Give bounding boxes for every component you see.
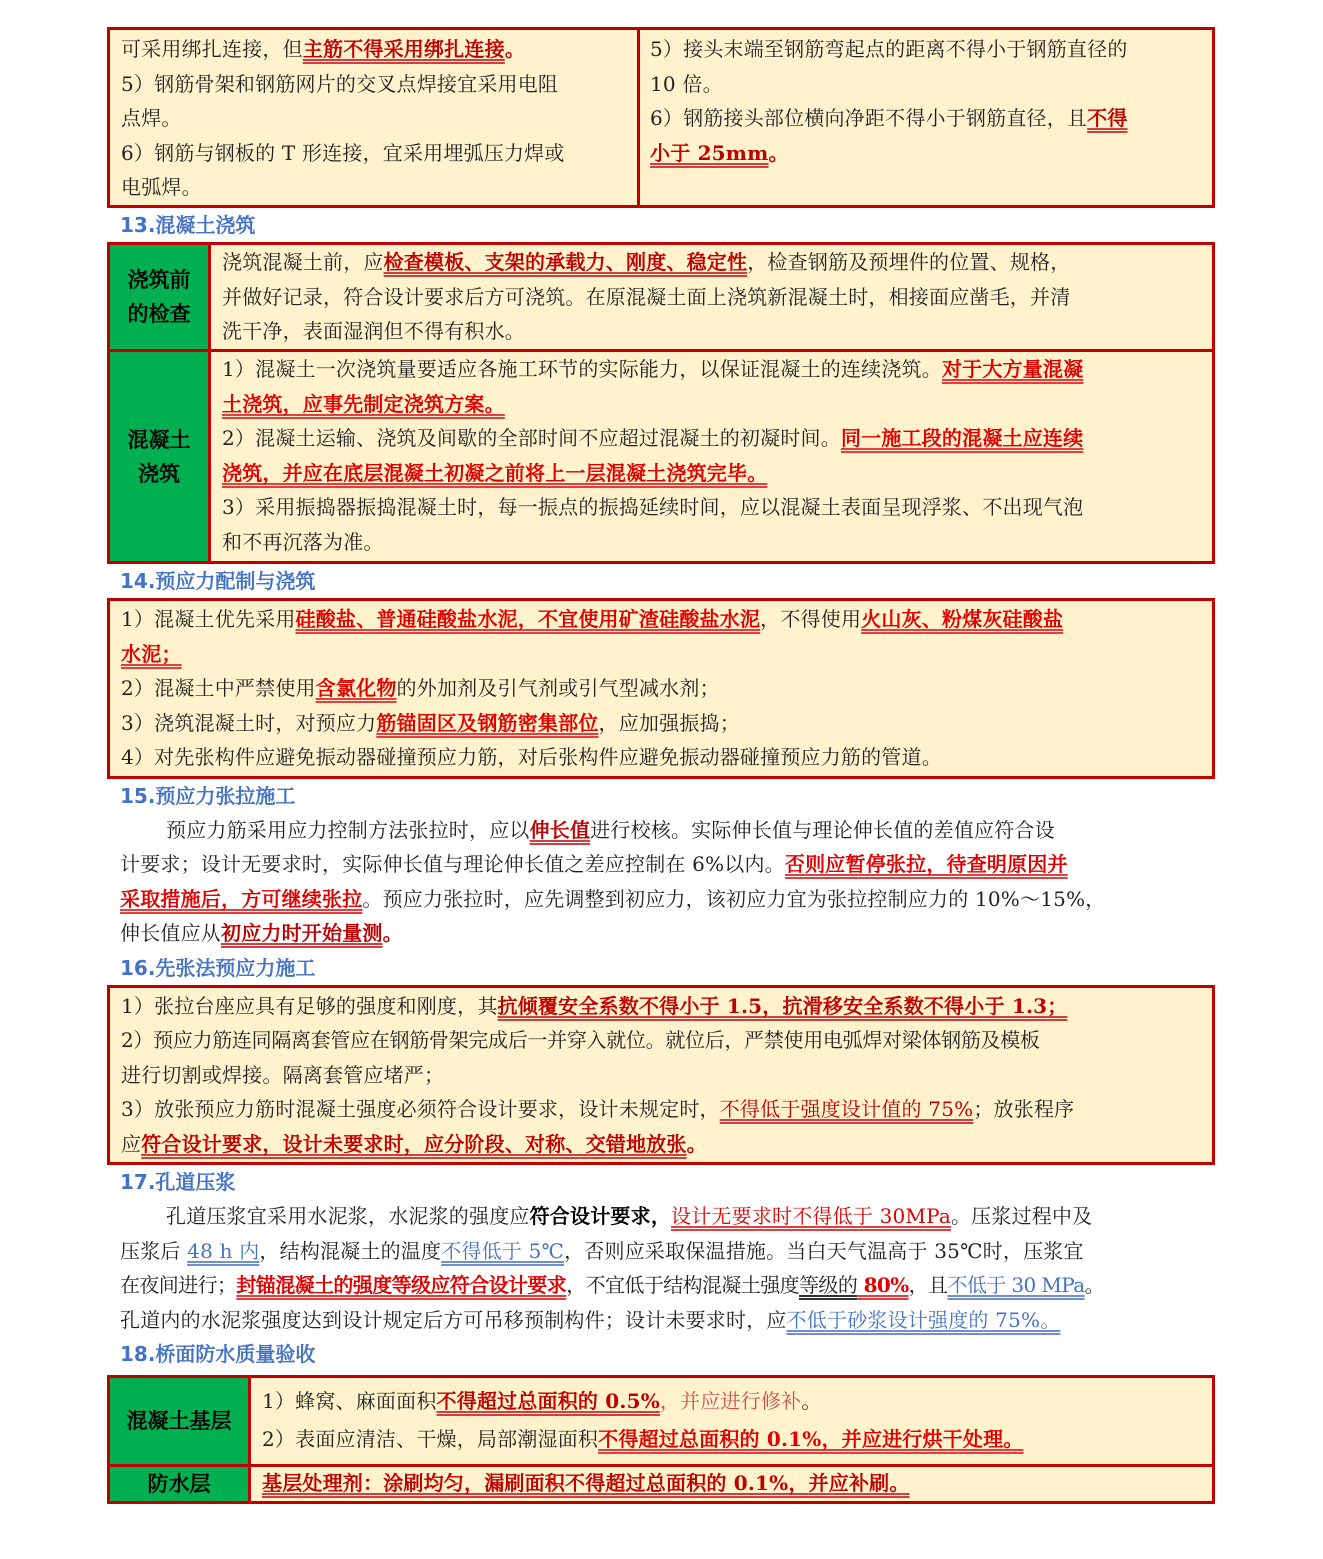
text: ，结构混凝土的温度 <box>259 1238 442 1263</box>
text-line <box>650 136 1212 171</box>
highlight-text: 不得超过总面积的 0.5% <box>436 1389 660 1413</box>
text-line: 2）预应力筋连同隔离套管应在钢筋骨架完成后一并穿入就位。就位后，严禁使用电弧焊对梁体钢筋及模板 <box>121 1028 1040 1052</box>
text-line <box>120 1199 1215 1234</box>
row-content <box>211 245 1212 349</box>
table-row <box>110 1467 1212 1501</box>
highlight-text: 否则应暂停张拉，待查明原因并 <box>784 852 1068 876</box>
text: 。 <box>504 37 526 61</box>
row-content <box>251 1467 1212 1501</box>
section-16-box <box>107 985 1215 1166</box>
text-line: 和不再沉落为准。 <box>222 529 384 554</box>
section-14-box <box>107 598 1215 779</box>
text: 。 <box>768 140 789 165</box>
text-line: 4）对先张构件应避免振动器碰撞预应力筋，对后张构件应避免振动器碰撞预应力筋的管道。 <box>121 745 942 769</box>
row-label <box>110 245 211 349</box>
highlight-text: 80% <box>857 1273 909 1297</box>
welding-left-cell <box>110 30 640 205</box>
highlight-text: 符合设计要求，设计未要求时，应分阶段、对称、交错地放张 <box>141 1131 687 1156</box>
text: ； <box>1047 993 1068 1018</box>
highlight-text: 不低于 30 MPa <box>947 1273 1085 1297</box>
text-line: 点焊。 <box>121 106 182 130</box>
row-label-text: 混凝土 <box>127 427 191 452</box>
text: 压浆后 <box>120 1238 188 1263</box>
text-line: 进行切割或焊接。隔离套管应堵严； <box>121 1062 445 1087</box>
section-15-paragraph <box>107 813 1215 951</box>
row-content <box>211 352 1212 561</box>
text-line <box>121 706 1202 741</box>
text-line: 5）钢筋骨架和钢筋网片的交叉点焊接宜采用电阻 <box>121 71 559 96</box>
text-line <box>262 1382 1202 1420</box>
text: 孔道压浆宜采用水泥浆，水泥浆的强度应 <box>166 1204 530 1228</box>
highlight-text: 水泥； <box>121 641 182 666</box>
section-14-heading: 14.预应力配制与浇筑 <box>120 569 316 593</box>
text: ；放张程序 <box>973 1097 1075 1121</box>
highlight-text: 采取措施后，方可继续张拉 <box>120 886 363 911</box>
bold-text: 符合设计要求 <box>529 1204 651 1228</box>
highlight-text: 主筋不得采用绑扎连接 <box>302 37 505 61</box>
row-label <box>110 1378 251 1464</box>
section-17-heading: 17.孔道压浆 <box>120 1170 236 1194</box>
text: 1）蜂窝、麻面面积 <box>262 1389 437 1413</box>
text: 孔道内的水泥浆强度达到设计规定后方可吊移预制构件；设计未要求时，应 <box>120 1307 787 1332</box>
text: 进行校核。实际伸长值与理论伸长值的差值应符合设 <box>590 817 1055 842</box>
text-line <box>121 989 1202 1024</box>
highlight-text: 对于大方量混凝 <box>941 357 1084 381</box>
text-line <box>222 245 1202 280</box>
welding-table <box>107 27 1215 208</box>
row-label-text: 防水层 <box>147 1472 211 1496</box>
row-label <box>110 1467 251 1501</box>
highlight-text: 检查模板、支架的承载力、刚度、稳定性 <box>383 250 748 274</box>
text-line <box>222 352 1202 387</box>
text: 的外加剂及引气剂或引气型减水剂； <box>396 676 720 700</box>
text-line <box>120 916 1215 951</box>
row-label-text: 浇筑 <box>138 461 180 486</box>
text: 。 <box>382 921 403 945</box>
text: 浇筑混凝土前，应 <box>222 250 384 274</box>
text-line <box>120 847 1215 882</box>
text: 伸长值应从 <box>120 921 221 945</box>
highlight-text: 不得超过总面积的 0.1%，并应进行烘干处理。 <box>598 1427 1024 1451</box>
text-line <box>120 1268 1215 1303</box>
section-16-heading: 16.先张法预应力施工 <box>120 955 316 980</box>
row-label-text: 混凝土基层 <box>126 1409 232 1433</box>
text-line <box>120 813 1215 848</box>
text: ，否则应采取保温措施。当白天气温高于 35℃时，压浆宜 <box>564 1238 1084 1263</box>
row-label-text: 的检查 <box>127 302 191 326</box>
highlight-text: 硅酸盐、普通硅酸盐水泥，不宜使用矿渣硅酸盐水泥 <box>295 607 761 631</box>
text-line <box>121 1127 1202 1162</box>
table-row <box>110 1378 1212 1467</box>
text-line <box>121 32 637 67</box>
text-line <box>222 456 1202 491</box>
highlight-text: 不低于砂浆设计强度的 75%。 <box>786 1307 1061 1332</box>
row-content <box>251 1378 1212 1464</box>
text-line: 并做好记录，符合设计要求后方可浇筑。在原混凝土面上浇筑新混凝土时，相接面应凿毛，并清 <box>222 284 1071 309</box>
highlight-text: 火山灰、粉煤灰硅酸盐 <box>861 607 1064 631</box>
text: ，且 <box>908 1273 948 1297</box>
text: 在夜间进行； <box>120 1273 237 1297</box>
highlight-text: 封锚混凝土的强度等级应符合设计要求 <box>236 1273 567 1297</box>
text-line <box>262 1420 1202 1458</box>
highlight-text: 筋锚固区及钢筋密集部位 <box>376 710 599 735</box>
highlight-text: 基层处理剂：涂刷均匀，漏刷面积不得超过总面积的 0.1%，并应补刷。 <box>262 1471 910 1495</box>
text: ， <box>650 1204 672 1228</box>
text: 3）放张预应力筋时混凝土强度必须符合设计要求，设计未规定时， <box>121 1097 720 1121</box>
text-line: 5）接头末端至钢筋弯起点的距离不得小于钢筋直径的 <box>650 37 1128 61</box>
text-line: 6）钢筋与钢板的 T 形连接，宜采用埋弧压力焊或 <box>121 140 565 165</box>
highlight-text: 土浇筑，应事先制定浇筑方案。 <box>222 391 505 416</box>
text-line <box>121 1092 1202 1127</box>
text-line <box>120 882 1215 917</box>
text-line: 10 倍。 <box>650 71 723 96</box>
text: 2）表面应清洁、干燥，局部潮湿面积 <box>262 1427 599 1451</box>
text: 。压浆过程中及 <box>950 1204 1093 1228</box>
text-line <box>650 101 1212 136</box>
section-15-heading: 15.预应力张拉施工 <box>120 783 296 808</box>
text: 1）混凝土一次浇筑量要适应各施工环节的实际能力，以保证混凝土的连续浇筑。 <box>222 357 942 381</box>
text: 1）混凝土优先采用 <box>121 607 296 631</box>
text: ，并应进行修补 <box>659 1389 802 1413</box>
highlight-text: 不得 <box>1087 106 1128 130</box>
text: 应 <box>121 1131 142 1156</box>
text: 。 <box>801 1389 822 1413</box>
text: ，应加强振捣； <box>598 710 740 735</box>
text: 可采用绑扎连接，但 <box>121 37 303 61</box>
highlight-text: 初应力时开始量测 <box>221 921 383 945</box>
text-line <box>222 421 1202 456</box>
text-line: 3）采用振捣器振捣混凝土时，每一振点的振捣延续时间，应以混凝土表面呈现浮浆、不出现气泡 <box>222 495 1084 519</box>
text: 6）钢筋接头部位横向净距不得小于钢筋直径，且 <box>650 106 1088 130</box>
highlight-text: 同一施工段的混凝土应连续 <box>840 426 1084 450</box>
text-line: 电弧焊。 <box>121 175 202 199</box>
text: 计要求；设计无要求时，实际伸长值与理论伸长值之差应控制在 6%以内。 <box>120 852 785 876</box>
text-line: 洗干净，表面湿润但不得有积水。 <box>222 319 525 343</box>
highlight-text: 设计无要求时不得低于 30MPa <box>671 1204 951 1228</box>
highlight-text: 抗倾覆安全系数不得小于 1.5，抗滑移安全系数不得小于 1.3 <box>497 993 1048 1018</box>
table-row <box>110 352 1212 561</box>
text-line <box>121 671 1202 706</box>
text: 2）混凝土运输、浇筑及间歇的全部时间不应超过混凝土的初凝时间。 <box>222 426 841 450</box>
highlight-text: 伸长值 <box>529 817 591 842</box>
highlight-text: 小于 25mm <box>650 140 769 165</box>
text: 1）张拉台座应具有足够的强度和刚度，其 <box>121 993 498 1018</box>
row-label <box>110 352 211 561</box>
document-page <box>107 27 1215 1504</box>
text-line <box>121 602 1202 637</box>
text-line <box>222 387 1202 422</box>
text: ，不宜低于结构混凝土强度 <box>566 1273 800 1297</box>
underlined-text: 等级的 <box>799 1273 858 1297</box>
highlight-text: 含氯化物 <box>315 676 397 700</box>
section-13-table <box>107 242 1215 564</box>
section-17-paragraph <box>107 1199 1215 1337</box>
text: 。预应力张拉时，应先调整到初应力，该初应力宜为张拉控制应力的 10%～15%， <box>362 886 1106 911</box>
text: ，检查钢筋及预埋件的位置、规格， <box>747 250 1071 274</box>
section-18-heading: 18.桥面防水质量验收 <box>120 1342 316 1366</box>
text: 。 <box>1084 1273 1104 1297</box>
text-line <box>120 1234 1215 1269</box>
section-18-table <box>107 1375 1215 1504</box>
highlight-text: 48 h 内 <box>187 1238 260 1263</box>
row-label-text: 浇筑前 <box>127 268 191 292</box>
table-row <box>110 245 1212 352</box>
highlight-text: 不得低于强度设计值的 75% <box>719 1097 974 1121</box>
highlight-text: 不得低于 5℃ <box>441 1238 565 1263</box>
text-line <box>120 1303 1215 1338</box>
text: 3）浇筑混凝土时，对预应力 <box>121 710 377 735</box>
text-line <box>121 637 1202 672</box>
welding-right-cell <box>640 30 1212 205</box>
text: ，不得使用 <box>760 607 862 631</box>
text: 。 <box>686 1131 707 1156</box>
text: 预应力筋采用应力控制方法张拉时，应以 <box>166 817 530 842</box>
section-13-heading: 13.混凝土浇筑 <box>120 213 256 237</box>
text: 2）混凝土中严禁使用 <box>121 676 316 700</box>
text-line <box>262 1467 1202 1499</box>
highlight-text: 浇筑，并应在底层混凝土初凝之前将上一层混凝土浇筑完毕。 <box>222 460 768 485</box>
